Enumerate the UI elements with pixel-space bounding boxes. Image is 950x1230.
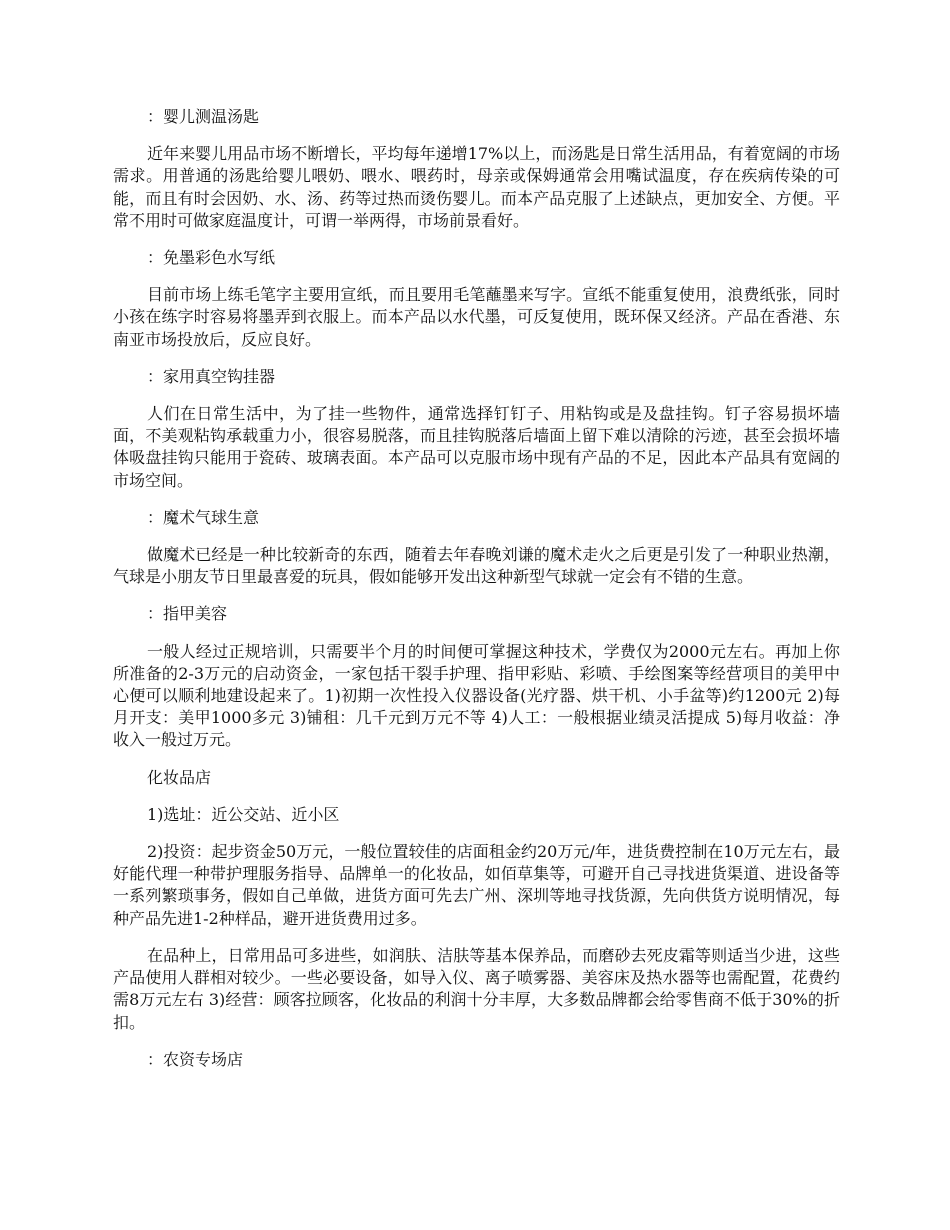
document-body — [113, 106, 840, 1086]
section-heading-water-paper: ：免墨彩色水写纸 — [147, 248, 276, 268]
paragraph-vacuum-hook: 人们在日常生活中，为了挂一些物件，通常选择钉钉子、用粘钩或是及盘挂钩。钉子容易损坏墙面，不美观粘钩承载重力小，很容易脱落，而且挂钩脱落后墙面上留下难以清除的污迹，甚至会损坏墙体吸盘挂钩只能用于瓷砖、玻璃表面。本产品可以克服市场中现有产品的不足，因此本产品具有宽阔的市场空间。 — [113, 404, 840, 490]
section-heading-magic-balloon: ：魔术气球生意 — [147, 507, 260, 527]
paragraph-baby-spoon: 近年来婴儿用品市场不断增长，平均每年递增17%以上，而汤匙是日常生活用品，有着宽阔的市场需求。用普通的汤匙给婴儿喂奶、喂水、喂药时，母亲或保姆通常会用嘴试温度，存在疾病传染的可能，而且有时会因奶、水、汤、药等过热而烫伤婴儿。而本产品克服了上述缺点，更加安全、方便。平常不用时可做家庭温度计，可谓一举两得，市场前景看好。 — [113, 144, 840, 230]
section-heading-agri-store: ：农资专场店 — [147, 1049, 244, 1069]
paragraph-cosmetics-investment: 2)投资：起步资金50万元，一般位置较佳的店面租金约20万元/年，进货费控制在10万元左右，最好能代理一种带护理服务指导、品牌单一的化妆品，如佰草集等，可避开自己寻找进货渠道、进设备等一系列繁琐事务，假如自己单做，进货方面可先去广州、深圳等地寻找货源，先向供货方说明情况，每种产品先进1-2种样品，避开进货费用过多。 — [113, 842, 840, 928]
paragraph-cosmetics-products: 在品种上，日常用品可多进些，如润肤、洁肤等基本保养品，而磨砂去死皮霜等则适当少进，这些产品使用人群相对较少。一些必要设备，如导入仪、离子喷雾器、美容床及热水器等也需配置，花费约需8万元左右 3)经营：顾客拉顾客，化妆品的利润十分丰厚，大多数品牌都会给零售商不低于30%的折扣。 — [113, 945, 840, 1032]
section-heading-vacuum-hook: ：家用真空钩挂器 — [147, 366, 276, 386]
section-heading-cosmetics-store: 化妆品店 — [147, 767, 212, 787]
paragraph-magic-balloon: 做魔术已经是一种比较新奇的东西，随着去年春晚刘谦的魔术走火之后更是引发了一种职业热潮，气球是小朋友节日里最喜爱的玩具，假如能够开发出这种新型气球就一定会有不错的生意。 — [113, 545, 840, 587]
paragraph-nail-beauty: 一般人经过正规培训，只需要半个月的时间便可掌握这种技术，学费仅为2000元左右。再加上你所准备的2-3万元的启动资金，一家包括干裂手护理、指甲彩贴、彩喷、手绘图案等经营项目的美甲中心便可以顺利地建设起来了。1)初期一次性投入仪器设备(光疗器、烘干机、小手盆等)约1200元 2)每月开支：美甲1000多元 3)铺租：几千元到万元不等 4)人工：一般根据业绩灵活提成 5)每月收益：净收入一般过万元。 — [113, 641, 840, 750]
section-heading-baby-spoon: ：婴儿测温汤匙 — [147, 107, 260, 126]
section-heading-nail-beauty: ：指甲美容 — [147, 604, 228, 624]
paragraph-cosmetics-location: 1)选址：近公交站、近小区 — [147, 804, 340, 824]
paragraph-water-paper: 目前市场上练毛笔字主要用宣纸，而且要用毛笔蘸墨来写字。宣纸不能重复使用，浪费纸张，同时小孩在练字时容易将墨弄到衣服上。而本产品以水代墨，可反复使用，既环保又经济。产品在香港、东南亚市场投放后，反应良好。 — [113, 285, 840, 349]
